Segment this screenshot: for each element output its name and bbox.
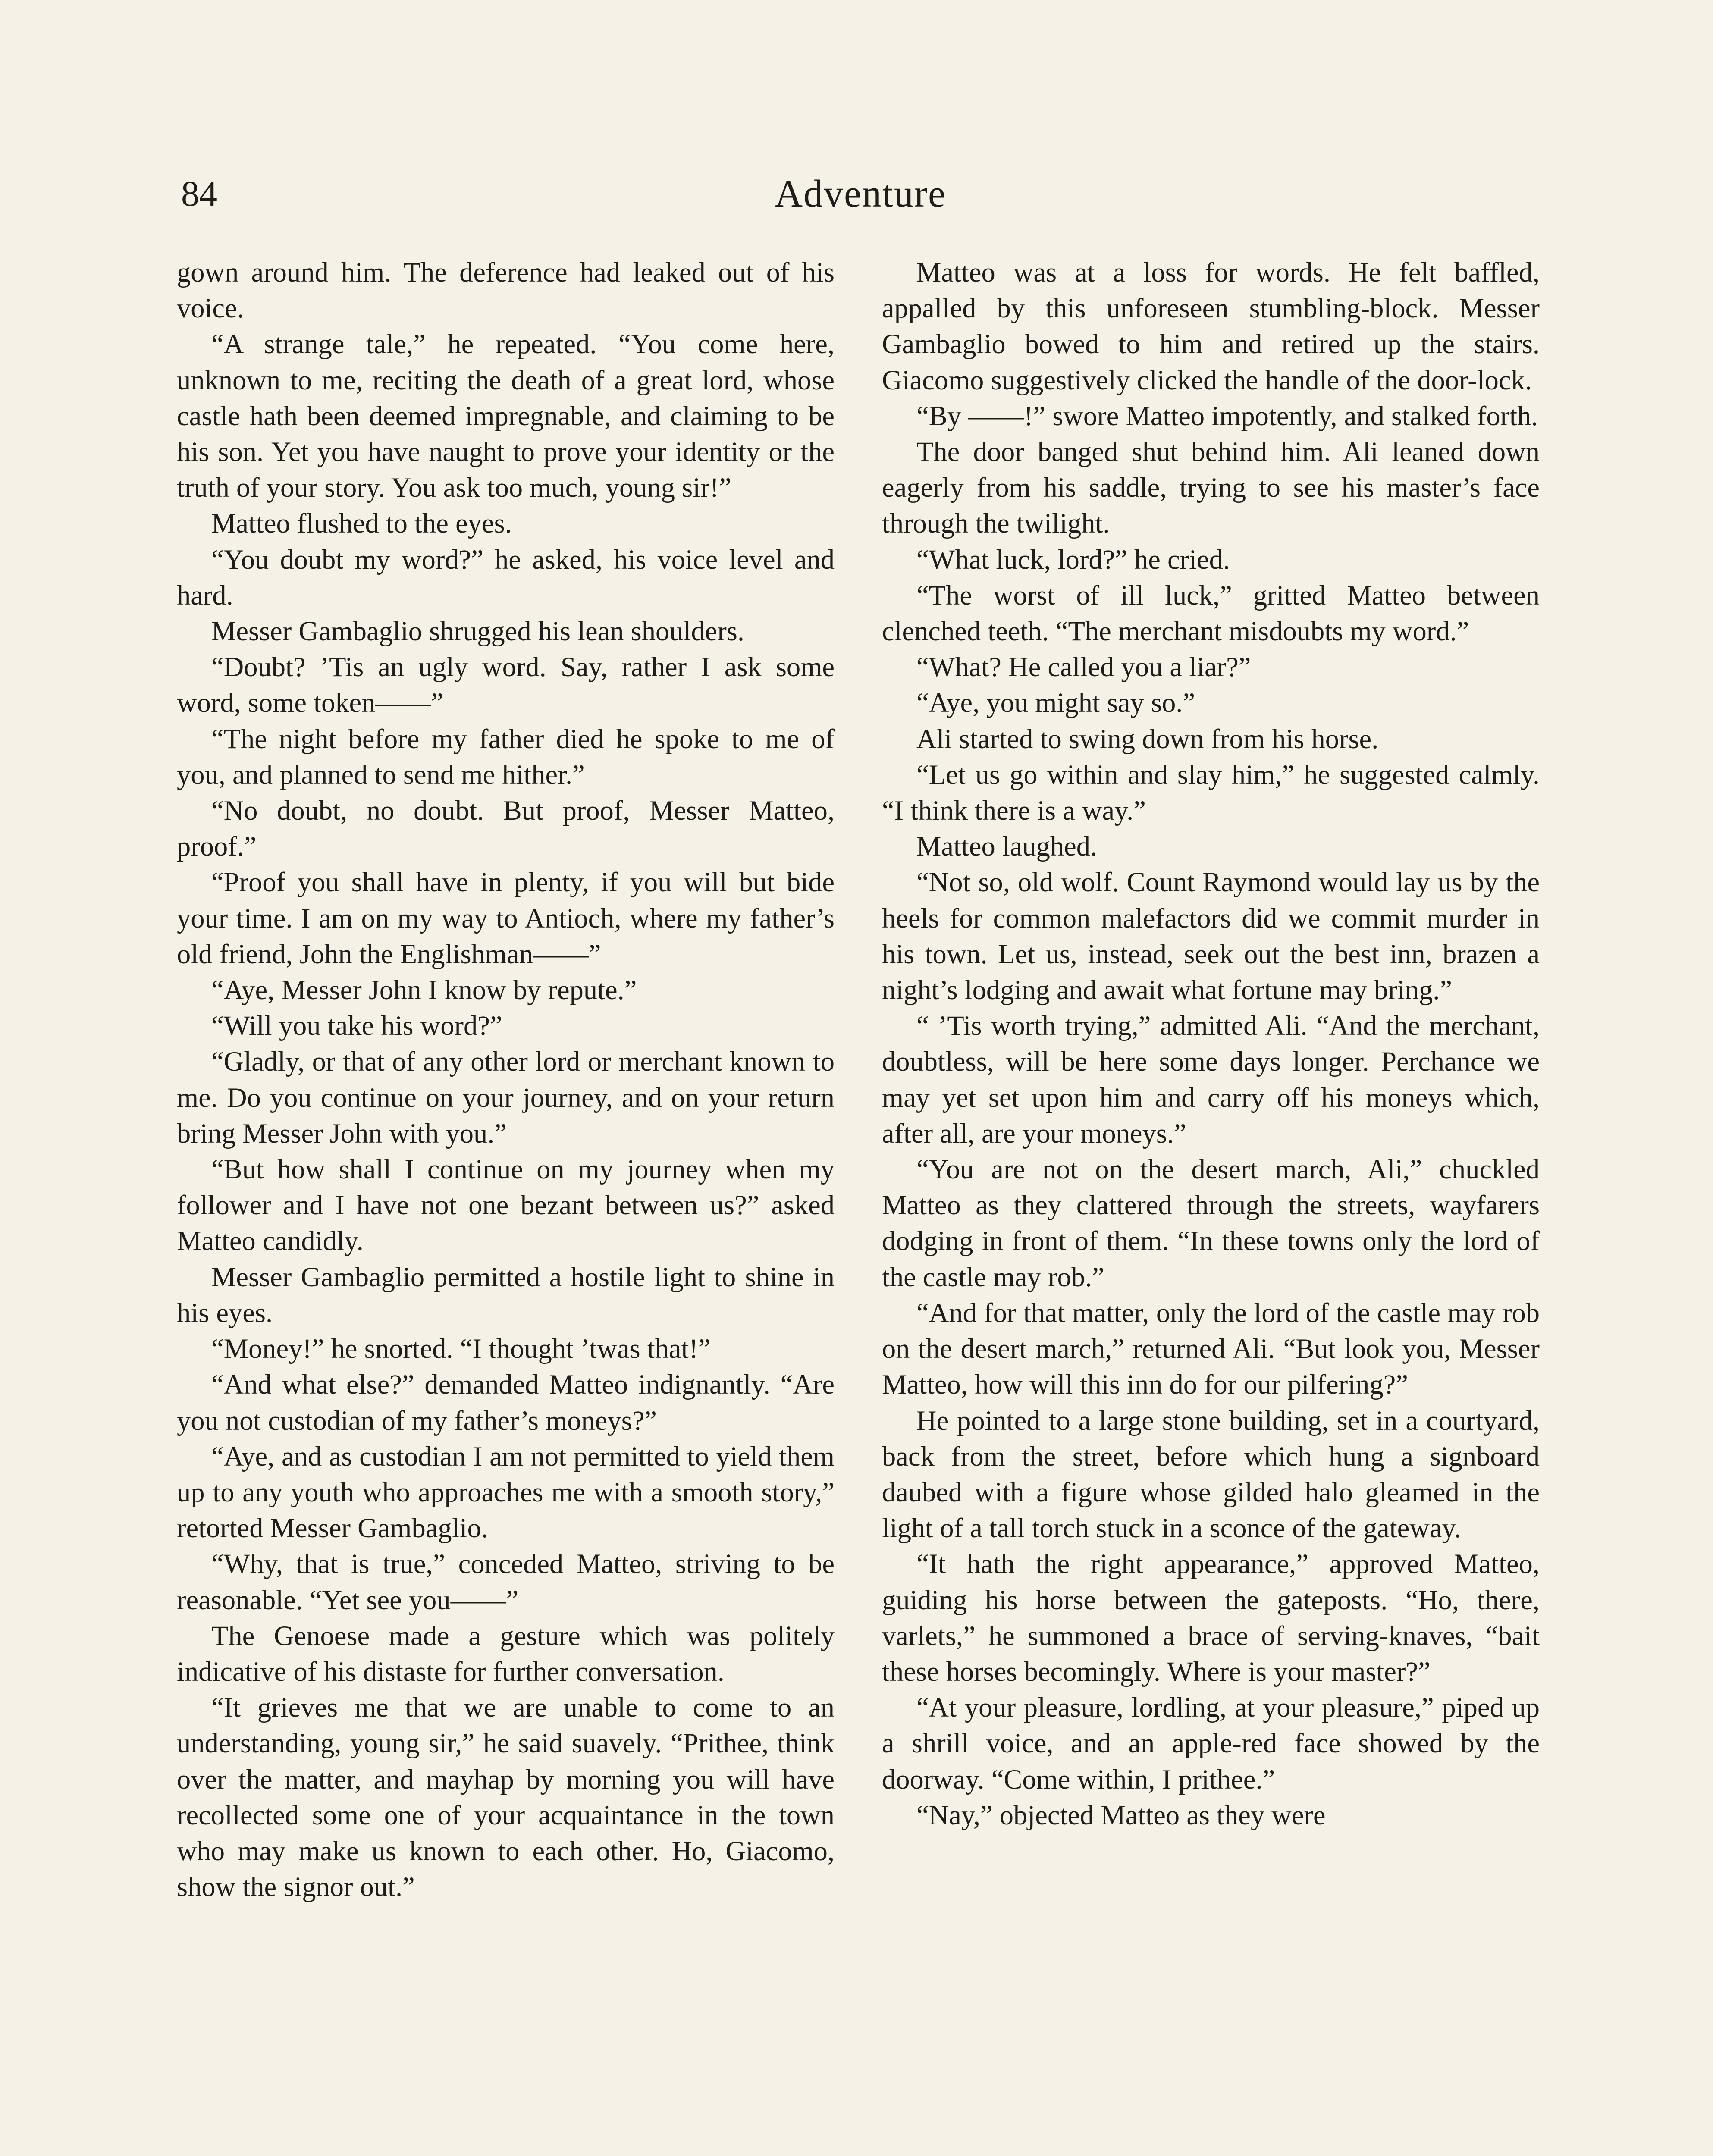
paragraph: “The night before my father died he spoke to me of you, and planned to send me hither.” xyxy=(177,723,835,790)
paragraph: “Proof you shall have in plenty, if you will but bide your time. I am on my way to Antioch, where my father’s old friend, John the Englishman——” xyxy=(177,867,835,969)
paragraph: “At your pleasure, lordling, at your pleasure,” piped up a shrill voice, and an apple-red face showed by the doorway. “Come within, I prithee.” xyxy=(882,1692,1540,1795)
paragraph: The door banged shut behind him. Ali leaned down eagerly from his saddle, trying to see his master’s face through the twilight. xyxy=(882,436,1540,539)
page-header xyxy=(181,172,1540,224)
paragraph: “What? He called you a liar?” xyxy=(916,652,1251,683)
paragraph: “No doubt, no doubt. But proof, Messer Matteo, proof.” xyxy=(177,795,835,862)
paragraph: “And for that matter, only the lord of the castle may rob on the desert march,” returned Ali. “But look you, Messer Matteo, how will this inn do for our pilfering?” xyxy=(882,1297,1540,1400)
paragraph: “You doubt my word?” he asked, his voice level and hard. xyxy=(177,544,835,611)
paragraph: Ali started to swing down from his horse. xyxy=(916,723,1379,754)
paragraph: “Money!” he snorted. “I thought ’twas that!” xyxy=(211,1333,711,1364)
magazine-title: Adventure xyxy=(775,172,946,215)
paragraph: Matteo was at a loss for words. He felt baffled, appalled by this unforeseen stumbling-block. Messer Gambaglio bowed to him and retired up the stairs. Giacomo suggestively clicked the handle of the door-lock. xyxy=(882,257,1540,395)
paragraph: “A strange tale,” he repeated. “You come here, unknown to me, reciting the death of a great lord, whose castle hath been deemed impregnable, and claiming to be his son. Yet you have naught to prove your identity or the truth of your story. You ask too much, young sir!” xyxy=(177,329,835,503)
paragraph: “You are not on the desert march, Ali,” chuckled Matteo as they clattered through the streets, wayfarers dodging in front of them. “In these towns only the lord of the castle may rob.” xyxy=(882,1154,1540,1292)
paragraph: “Doubt? ’Tis an ugly word. Say, rather I ask some word, some token——” xyxy=(177,652,835,718)
paragraph: “Nay,” objected Matteo as they were xyxy=(916,1799,1326,1830)
paragraph: “Will you take his word?” xyxy=(211,1010,502,1041)
page-number: 84 xyxy=(181,174,217,214)
paragraph: Messer Gambaglio shrugged his lean shoulders. xyxy=(211,616,745,647)
paragraph: “Let us go within and slay him,” he suggested calmly. “I think there is a way.” xyxy=(882,759,1540,826)
paragraph: “The worst of ill luck,” gritted Matteo between clenched teeth. “The merchant misdoubts my word.” xyxy=(882,580,1540,647)
paragraph: “Aye, you might say so.” xyxy=(916,687,1195,718)
paragraph: “Gladly, or that of any other lord or merchant known to me. Do you continue on your journey, and on your return bring Messer John with you.” xyxy=(177,1046,835,1149)
paragraph: The Genoese made a gesture which was politely indicative of his distaste for further conversation. xyxy=(177,1620,835,1687)
right-text-column xyxy=(882,254,1540,2156)
paragraph: Messer Gambaglio permitted a hostile light to shine in his eyes. xyxy=(177,1261,835,1328)
paragraph: “Why, that is true,” conceded Matteo, striving to be reasonable. “Yet see you——” xyxy=(177,1548,835,1615)
paragraph: Matteo flushed to the eyes. xyxy=(211,508,512,539)
left-text-column xyxy=(177,254,835,2156)
paragraph: “Not so, old wolf. Count Raymond would lay us by the heels for common malefactors did we commit murder in his town. Let us, instead, seek out the best inn, brazen a night’s lodging and await what fortune may bring.” xyxy=(882,867,1540,1006)
paragraph: “And what else?” demanded Matteo indignantly. “Are you not custodian of my father’s moneys?” xyxy=(177,1369,835,1436)
paragraph: “What luck, lord?” he cried. xyxy=(916,544,1230,575)
paragraph: “Aye, Messer John I know by repute.” xyxy=(211,975,637,1006)
paragraph: He pointed to a large stone building, set in a courtyard, back from the street, before which hung a signboard daubed with a figure whose gilded halo gleamed in the light of a tall torch stuck in a sconce of the gateway. xyxy=(882,1405,1540,1544)
paragraph: “Aye, and as custodian I am not permitted to yield them up to any youth who approaches me with a smooth story,” retorted Messer Gambaglio. xyxy=(177,1441,835,1544)
paragraph: “It hath the right appearance,” approved Matteo, guiding his horse between the gateposts. “Ho, there, varlets,” he summoned a brace of serving-knaves, “bait these horses becomingly. Where is your master?” xyxy=(882,1548,1540,1687)
paragraph: “It grieves me that we are unable to come to an understanding, young sir,” he said suavely. “Prithee, think over the matter, and mayhap by morning you will have recollected some one of your acquaintance in the town who may make us known to each other. Ho, Giacomo, show the signor out.” xyxy=(177,1692,835,1902)
paragraph: “By ——!” swore Matteo impotently, and stalked forth. xyxy=(916,400,1538,431)
paragraph: Matteo laughed. xyxy=(916,831,1098,862)
paragraph: “But how shall I continue on my journey when my follower and I have not one bezant between us?” asked Matteo candidly. xyxy=(177,1154,835,1257)
paragraph: “ ’Tis worth trying,” admitted Ali. “And the merchant, doubtless, will be here some days longer. Perchance we may yet set upon him and carry off his moneys which, after all, are your moneys.” xyxy=(882,1010,1540,1149)
paragraph: gown around him. The deference had leaked out of his voice. xyxy=(177,257,835,324)
